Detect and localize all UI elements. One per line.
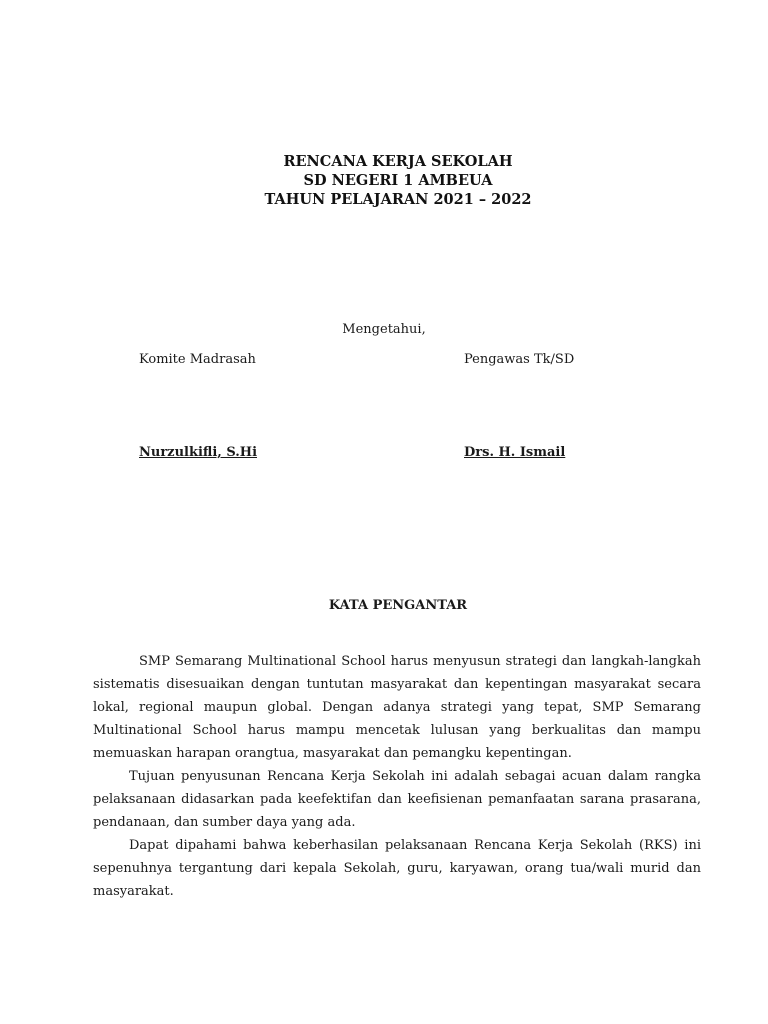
foreword-paragraph: SMP Semarang Multinational School harus menyusun strategi dan langkah-langkah sistematis disesuaikan dengan tuntutan masyarakat dan kepentingan masyarakat secara lokal, regional maupun global. Dengan adanya strategi yang tepat, SMP Semarang Multinational School harus mampu mencetak lulusan yang berkualitas dan mampu memuaskan harapan orangtua, masyarakat dan pemangku kepentingan. (93, 654, 701, 761)
committee-signatory-name: Nurzulkifli, S.Hi (139, 445, 258, 460)
supervisor-signatory-name: Drs. H. Ismail (464, 445, 566, 460)
foreword-body (93, 650, 701, 903)
document-title (0, 152, 768, 209)
title-line-3: TAHUN PELAJARAN 2021 – 2022 (264, 191, 532, 208)
foreword-paragraph: Dapat dipahami bahwa keberhasilan pelaksanaan Rencana Kerja Sekolah (RKS) ini sepenuhnya tergantung dari kepala Sekolah, guru, karyawan, orang tua/wali murid dan masyarakat. (93, 838, 701, 899)
title-line-2: SD NEGERI 1 AMBEUA (303, 172, 493, 189)
title-line-1: RENCANA KERJA SEKOLAH (283, 153, 513, 170)
foreword-paragraph: Tujuan penyusunan Rencana Kerja Sekolah ini adalah sebagai acuan dalam rangka pelaksanaan didasarkan pada keefektifan dan keefisienan pemanfaatan sarana prasarana, pendanaan, dan sumber daya yang ada. (93, 769, 701, 830)
committee-role-label: Komite Madrasah (139, 352, 256, 367)
supervisor-role-label: Pengawas Tk/SD (464, 352, 575, 367)
approval-heading: Mengetahui, (342, 322, 426, 337)
foreword-heading: KATA PENGANTAR (328, 598, 468, 613)
